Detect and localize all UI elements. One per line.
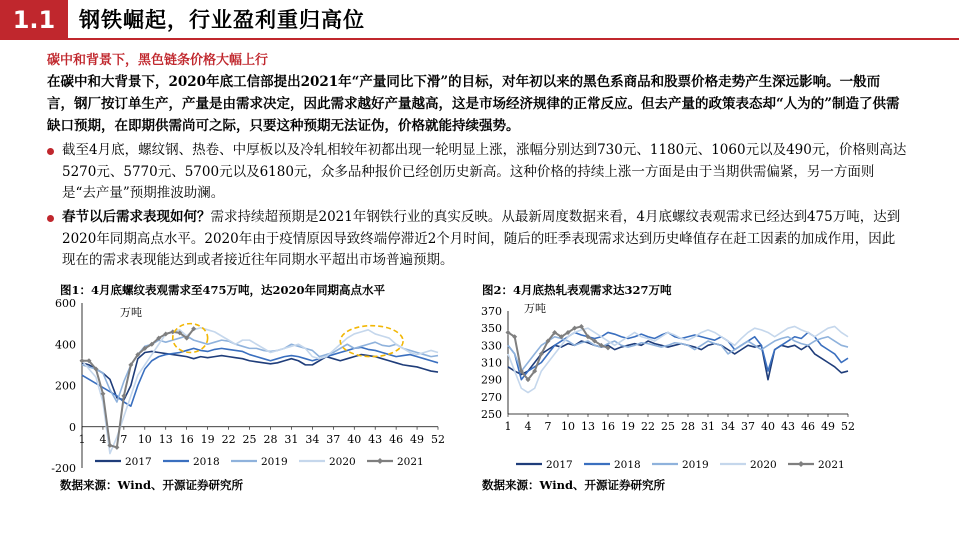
x-tick-label: 40 (761, 420, 775, 433)
x-tick-label: 34 (305, 432, 320, 446)
bullet-item-1 (47, 140, 907, 205)
y-tick-label: 250 (481, 408, 502, 421)
chart-1-title: 图1：4月底螺纹表观需求至475万吨，达2020年同期高点水平 (60, 283, 386, 297)
bullet-text: 需求持续超预期是2021年钢铁行业的真实反映。从最新周度数据来看，4月底螺纹表观需求已经达到475万吨，达到2020年同期高点水平。2020年由于疫情原因导致终端停滞近2个月时间，随后的旺季表现需求达到历史峰值存在赶工因素的加成作用，因此现在的需求表现能达到或者接近往年同期水平超出市场普遍预期。 (62, 209, 901, 268)
y-tick-label: 0 (69, 420, 76, 434)
x-tick-label: 31 (701, 420, 715, 433)
chart-1 (50, 296, 450, 474)
x-tick-label: 22 (641, 420, 655, 433)
y-tick-label: 200 (55, 379, 76, 393)
chart-2-title: 图2：4月底热轧表观需求达327万吨 (482, 283, 672, 297)
x-tick-label: 7 (544, 420, 552, 433)
x-tick-label: 19 (621, 420, 635, 433)
x-tick-label: 34 (721, 420, 735, 433)
x-tick-label: 22 (221, 432, 236, 446)
x-tick-label: 43 (781, 420, 795, 433)
x-tick-label: 1 (78, 432, 86, 446)
x-tick-label: 25 (242, 432, 257, 446)
section-header (0, 0, 959, 40)
unit-label: 万吨 (120, 306, 142, 319)
x-tick-label: 7 (120, 432, 128, 446)
series-line-2018 (82, 347, 438, 406)
y-tick-label: 370 (481, 305, 502, 318)
x-tick-label: 40 (347, 432, 362, 446)
x-tick-label: 25 (661, 420, 675, 433)
subheading: 碳中和背景下，黑色链条价格大幅上行 (47, 53, 269, 68)
y-tick-label: 400 (55, 338, 76, 352)
x-tick-label: 4 (524, 420, 532, 433)
series-line-2017 (508, 341, 848, 380)
legend-label-2017: 2017 (125, 456, 152, 468)
y-tick-label: 330 (481, 339, 502, 353)
x-tick-label: 46 (801, 420, 815, 433)
y-tick-label: -200 (51, 462, 76, 474)
legend-label-2018: 2018 (614, 459, 641, 471)
legend-label-2021: 2021 (397, 456, 424, 468)
x-tick-label: 16 (179, 432, 194, 446)
section-title: 钢铁崛起，行业盈利重归高位 (79, 8, 365, 32)
intro-paragraph: 在碳中和大背景下，2020年底工信部提出2021年“产量同比下滑”的目标，对年初以来的黑色系商品和股票价格走势产生深远影响。一般而言，钢厂按订单生产，产量是由需求决定，因此需求越好产量越高，这是市场经济规律的正常反应。但去产量的政策表态却“人为的”制造了供需缺口预期，在即期供需尚可之际，只要这种预期无法证伪，价格就能持续强势。 (47, 74, 900, 134)
x-tick-label: 37 (326, 432, 341, 446)
section-number: 1.1 (0, 0, 68, 40)
legend-label-2020: 2020 (329, 456, 356, 468)
chart-1-source: 数据来源：Wind、开源证券研究所 (60, 478, 243, 492)
bullet-lead: 春节以后需求表现如何？ (62, 209, 211, 225)
x-tick-label: 4 (99, 432, 107, 446)
bullet-dot-icon (47, 148, 54, 155)
legend-label-2019: 2019 (682, 459, 709, 471)
series-line-2018 (508, 332, 848, 379)
unit-label: 万吨 (524, 302, 546, 315)
x-tick-label: 1 (504, 420, 512, 433)
bullet-item-2 (47, 207, 907, 272)
x-tick-label: 37 (741, 420, 755, 433)
legend-label-2017: 2017 (546, 459, 573, 471)
legend-marker-2021 (798, 461, 804, 467)
x-tick-label: 31 (284, 432, 299, 446)
x-tick-label: 28 (681, 420, 695, 433)
x-tick-label: 43 (368, 432, 383, 446)
x-tick-label: 52 (841, 420, 855, 433)
legend-label-2021: 2021 (818, 459, 845, 471)
y-tick-label: 310 (481, 356, 502, 370)
bullet-dot-icon (47, 215, 54, 222)
chart-2-source: 数据来源：Wind、开源证券研究所 (482, 478, 665, 492)
x-tick-label: 46 (389, 432, 404, 446)
x-tick-label: 49 (821, 420, 835, 433)
x-tick-label: 10 (137, 432, 152, 446)
x-tick-label: 49 (410, 432, 425, 446)
x-tick-label: 13 (581, 420, 595, 433)
x-tick-label: 16 (601, 420, 615, 433)
x-tick-label: 10 (561, 420, 575, 433)
bullet-text: 截至4月底，螺纹钢、热卷、中厚板以及冷轧相较年初都出现一轮明显上涨，涨幅分别达到730元、1180元、1060元以及490元，价格则高达5270元、5770元、5700元以及6180元，众多品种报价已经创历史新高。这种价格的持续上涨一方面是由于当期供需偏紧，另一方面则是“去产量”预期推波助澜。 (62, 142, 907, 201)
legend-marker-2021 (377, 458, 383, 464)
x-tick-label: 19 (200, 432, 215, 446)
header-underline (0, 38, 959, 40)
y-tick-label: 600 (55, 297, 76, 310)
x-tick-label: 13 (158, 432, 173, 446)
legend-label-2020: 2020 (750, 459, 777, 471)
y-tick-label: 290 (481, 373, 502, 387)
legend-label-2019: 2019 (261, 456, 288, 468)
x-tick-label: 28 (263, 432, 278, 446)
point-2021 (114, 445, 119, 450)
y-tick-label: 270 (481, 390, 502, 404)
x-tick-label: 52 (431, 432, 445, 446)
y-tick-label: 350 (481, 322, 502, 336)
chart-2 (472, 296, 872, 474)
legend-label-2018: 2018 (193, 456, 220, 468)
